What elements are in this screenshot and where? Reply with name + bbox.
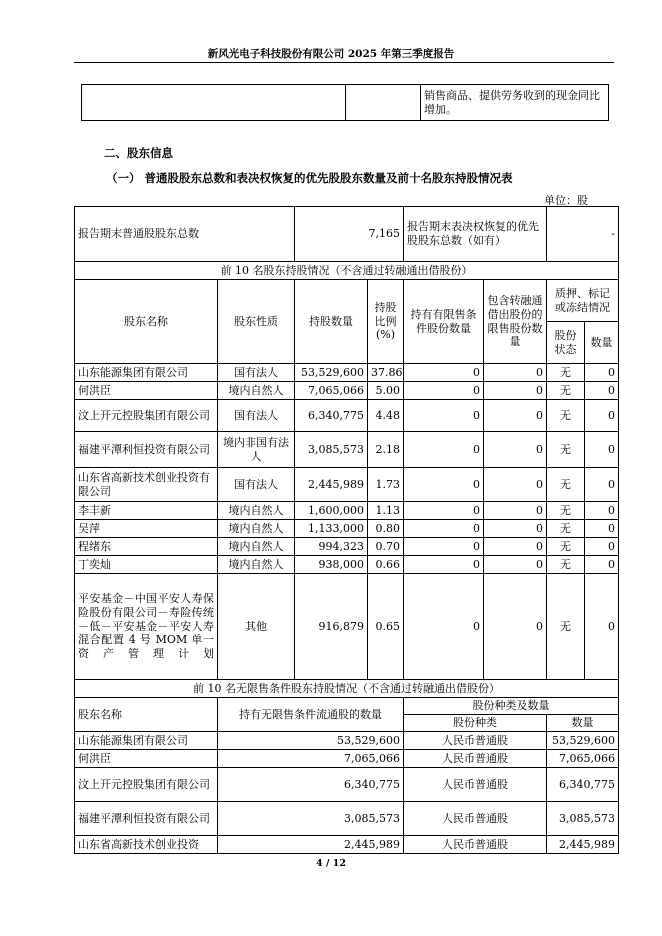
shareholder-nature: 国有法人 (218, 400, 295, 432)
table-row (75, 574, 619, 680)
table-row (75, 768, 619, 802)
lending-restricted-shares: 0 (484, 468, 547, 502)
shareholder-name: 吴萍 (75, 520, 218, 538)
holding-ratio: 0.70 (368, 538, 404, 556)
col-header-restricted: 持有有限售条件股份数量 (404, 280, 484, 364)
restricted-shares: 0 (404, 400, 484, 432)
summary-value-2: - (547, 207, 619, 262)
top10-title: 前 10 名股东持股情况（不含通过转融通出借股份） (75, 262, 619, 280)
restricted-shares: 0 (404, 364, 484, 382)
shareholder-name: 李丰新 (75, 502, 218, 520)
lending-restricted-shares: 0 (484, 382, 547, 400)
holding-ratio: 0.65 (368, 574, 404, 680)
shares-held: 938,000 (295, 556, 368, 574)
table-row (75, 802, 619, 836)
holding-ratio: 4.48 (368, 400, 404, 432)
pledge-qty: 0 (585, 538, 619, 556)
pledge-qty: 0 (585, 400, 619, 432)
lending-restricted-shares: 0 (484, 400, 547, 432)
shareholder-name: 平安基金－中国平安人寿保险股份有限公司－寿险传统－低－平安基金－平安人寿混合配置 4 号 MOM 单一资产管理计划 (75, 574, 218, 680)
u-col-header-qty: 持有无限售条件流通股的数量 (218, 698, 404, 732)
table-row (75, 732, 619, 750)
u-shareholder-name: 汶上开元控股集团有限公司 (75, 768, 218, 802)
page-number: 4 / 12 (316, 858, 346, 869)
shareholder-name: 山东省高新技术创业投资有限公司 (75, 468, 218, 502)
u-unrestricted-qty: 2,445,989 (218, 836, 404, 854)
shareholder-name: 福建平潭利恒投资有限公司 (75, 432, 218, 468)
u-unrestricted-qty: 7,065,066 (218, 750, 404, 768)
pledge-status: 无 (547, 520, 585, 538)
shareholder-nature: 境内自然人 (218, 520, 295, 538)
u-share-count: 7,065,066 (547, 750, 619, 768)
top-table-fragment (81, 84, 609, 121)
empty-cell (82, 85, 346, 121)
shareholder-name: 汶上开元控股集团有限公司 (75, 400, 218, 432)
shareholder-nature: 境内非国有法人 (218, 432, 295, 468)
shares-held: 53,529,600 (295, 364, 368, 382)
table-row (75, 750, 619, 768)
lending-restricted-shares: 0 (484, 520, 547, 538)
u-col-header-type-group: 股份种类及数量 (404, 698, 619, 715)
shares-held: 994,323 (295, 538, 368, 556)
pledge-status: 无 (547, 432, 585, 468)
pledge-status: 无 (547, 574, 585, 680)
restricted-shares: 0 (404, 382, 484, 400)
shareholder-name: 何洪臣 (75, 382, 218, 400)
header-divider (74, 62, 614, 63)
shareholder-table (74, 206, 619, 854)
cash-note-cell (421, 85, 609, 121)
shares-held: 1,133,000 (295, 520, 368, 538)
table-row (75, 400, 619, 432)
pledge-qty: 0 (585, 382, 619, 400)
shareholder-name: 山东能源集团有限公司 (75, 364, 218, 382)
u-col-header-name: 股东名称 (75, 698, 218, 732)
u-col-header-count: 数量 (547, 715, 619, 732)
pledge-qty: 0 (585, 556, 619, 574)
u-shareholder-name: 福建平潭利恒投资有限公司 (75, 802, 218, 836)
cash-note-line2: 增加。 (424, 102, 457, 116)
lending-restricted-shares: 0 (484, 432, 547, 468)
u-share-count: 6,340,775 (547, 768, 619, 802)
lending-restricted-shares: 0 (484, 574, 547, 680)
lending-restricted-shares: 0 (484, 502, 547, 520)
holding-ratio: 1.73 (368, 468, 404, 502)
u-shareholder-name: 何洪臣 (75, 750, 218, 768)
col-header-pledge: 质押、标记或冻结情况 (547, 280, 619, 322)
col-header-shares: 持股数量 (295, 280, 368, 364)
holding-ratio: 0.66 (368, 556, 404, 574)
subsection-title: （一） 普通股股东总数和表决权恢复的优先股股东数量及前十名股东持股情况表 (106, 171, 513, 185)
u-share-type: 人民币普通股 (404, 768, 547, 802)
table-row (75, 382, 619, 400)
table-row (75, 520, 619, 538)
restricted-shares: 0 (404, 468, 484, 502)
pledge-status: 无 (547, 502, 585, 520)
pledge-status: 无 (547, 538, 585, 556)
summary-label-1: 报告期末普通股股东总数 (75, 207, 295, 262)
holding-ratio: 2.18 (368, 432, 404, 468)
shareholder-nature: 境内自然人 (218, 556, 295, 574)
u-share-type: 人民币普通股 (404, 750, 547, 768)
holding-ratio: 5.00 (368, 382, 404, 400)
shareholder-nature: 境内自然人 (218, 382, 295, 400)
summary-value-1: 7,165 (295, 207, 404, 262)
u-unrestricted-qty: 53,529,600 (218, 732, 404, 750)
u-share-type: 人民币普通股 (404, 836, 547, 854)
pledge-qty: 0 (585, 502, 619, 520)
u-share-count: 3,085,573 (547, 802, 619, 836)
shares-held: 3,085,573 (295, 432, 368, 468)
col-header-name: 股东名称 (75, 280, 218, 364)
shareholder-name: 程绪东 (75, 538, 218, 556)
pledge-status: 无 (547, 400, 585, 432)
table-row (75, 364, 619, 382)
section-title: 二、股东信息 (104, 146, 173, 160)
empty-cell (346, 85, 421, 121)
shareholder-nature: 国有法人 (218, 468, 295, 502)
pledge-status: 无 (547, 364, 585, 382)
restricted-shares: 0 (404, 538, 484, 556)
pledge-qty: 0 (585, 432, 619, 468)
holding-ratio: 1.13 (368, 502, 404, 520)
table-row (75, 502, 619, 520)
shareholder-nature: 境内自然人 (218, 502, 295, 520)
restricted-shares: 0 (404, 432, 484, 468)
shares-held: 6,340,775 (295, 400, 368, 432)
unit-label: 单位：股 (544, 194, 588, 207)
lending-restricted-shares: 0 (484, 556, 547, 574)
lending-restricted-shares: 0 (484, 364, 547, 382)
col-header-nature: 股东性质 (218, 280, 295, 364)
table-row (75, 432, 619, 468)
holding-ratio: 0.80 (368, 520, 404, 538)
shareholder-name: 丁奕灿 (75, 556, 218, 574)
restricted-shares: 0 (404, 574, 484, 680)
lending-restricted-shares: 0 (484, 538, 547, 556)
shares-held: 1,600,000 (295, 502, 368, 520)
shareholder-nature: 其他 (218, 574, 295, 680)
pledge-qty: 0 (585, 468, 619, 502)
restricted-shares: 0 (404, 502, 484, 520)
col-header-pledge-qty: 数量 (585, 322, 619, 364)
restricted-shares: 0 (404, 556, 484, 574)
cash-note-line1: 销售商品、提供劳务收到的现金同比 (424, 88, 600, 102)
pledge-qty: 0 (585, 364, 619, 382)
shares-held: 7,065,066 (295, 382, 368, 400)
shareholder-nature: 国有法人 (218, 364, 295, 382)
u-shareholder-name: 山东能源集团有限公司 (75, 732, 218, 750)
shares-held: 916,879 (295, 574, 368, 680)
pledge-status: 无 (547, 468, 585, 502)
u-unrestricted-qty: 6,340,775 (218, 768, 404, 802)
u-share-count: 2,445,989 (547, 836, 619, 854)
u-shareholder-name: 山东省高新技术创业投资 (75, 836, 218, 854)
unrestricted-title: 前 10 名无限售条件股东持股情况（不含通过转融通出借股份） (75, 680, 619, 698)
shareholder-nature: 境内自然人 (218, 538, 295, 556)
pledge-qty: 0 (585, 574, 619, 680)
pledge-status: 无 (547, 382, 585, 400)
table-row (75, 836, 619, 854)
table-row (75, 538, 619, 556)
summary-label-2: 报告期末表决权恢复的优先股股东总数（如有） (404, 207, 547, 262)
u-share-type: 人民币普通股 (404, 802, 547, 836)
restricted-shares: 0 (404, 520, 484, 538)
holding-ratio: 37.86 (368, 364, 404, 382)
shares-held: 2,445,989 (295, 468, 368, 502)
u-share-count: 53,529,600 (547, 732, 619, 750)
u-share-type: 人民币普通股 (404, 732, 547, 750)
col-header-lending: 包含转融通借出股份的限售股份数量 (484, 280, 547, 364)
u-col-header-type: 股份种类 (404, 715, 547, 732)
table-row (75, 468, 619, 502)
pledge-status: 无 (547, 556, 585, 574)
page-header: 新风光电子科技股份有限公司 2025 年第三季度报告 (207, 48, 455, 60)
u-unrestricted-qty: 3,085,573 (218, 802, 404, 836)
col-header-ratio: 持股比例(%) (368, 280, 404, 364)
table-row (75, 556, 619, 574)
col-header-pledge-status: 股份状态 (547, 322, 585, 364)
pledge-qty: 0 (585, 520, 619, 538)
